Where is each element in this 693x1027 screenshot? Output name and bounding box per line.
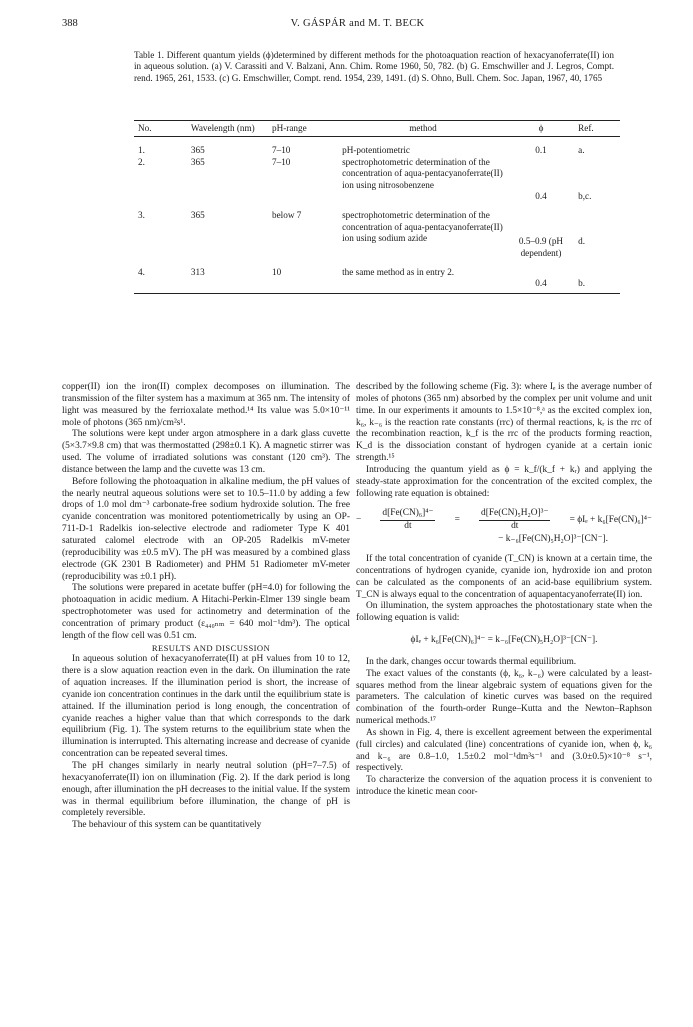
cell-ph: 7–10 [272,156,291,167]
col-header-phi: ϕ [508,121,574,137]
paragraph: The exact values of the constants (ϕ, k₆, k₋₆) were calculated by a least-squares method from the linear algebraic system of equations given for the parameters. The calculation of kinetic curves was based on the required combination of the fourth-order Runge–Kutta and the Newton–Raphson numerical methods.¹⁷ [356,668,652,727]
col-header-wavelength: Wavelength (nm) [187,121,268,137]
table-row [134,259,620,294]
running-header [62,18,653,32]
left-text-column [62,382,350,832]
equation-numerator: d[Fe(CN)₆]⁴⁻ [380,508,435,521]
right-text-column [356,382,652,799]
cell-no: 2. [138,156,145,167]
col-header-ph-range: pH-range [268,121,338,137]
cell-phi: 0.1 [535,145,547,156]
cell-method: spectrophotometric determination of the concentration of aqua-pentacyanoferrate(II) ion using sodium azide [342,210,503,244]
paragraph: To characterize the conversion of the aquation process it is convenient to introduce the kinetic mean coor- [356,775,652,798]
cell-wavelength: 365 [190,210,205,221]
col-header-ref: Ref. [574,121,620,137]
col-header-method: method [338,121,508,137]
paragraph: described by the following scheme (Fig. 3): where Iₑ is the average number of moles of photons (365 nm) absorbed by the complex per unit volume and unit time. In our experiments it amounts to 1.5×10⁻⁸,ᵃ as the excited complex ion, k₆, k₋₆ is the reaction rate constants (rrc) of thermal reactions, kᵣ is the rrc of the recombination reaction, k_f is the rrc of the products forming reaction, K_d is the dissociation constant of hydrogen cyanide at a certain ionic strength.¹⁵ [356,382,652,464]
rate-equation: − $\frac{\text{d[Fe(CN)₆]⁴⁻}}{dt}$ = $\frac{\text{d[Fe(CN)₅H₂O]³⁻}}{dt}$ = ϕIₑ + k₆[Fe(CN)₆]⁴⁻ − k₋₆[Fe(CN)₅H₂O]³⁻[CN⁻]. [356,508,652,545]
cell-phi: 0.4 [508,259,574,294]
quantum-yield-table [134,120,620,294]
paragraph: The solutions were prepared in acetate buffer (pH=4.0) for following the photoaquation in acidic medium. A Hitachi-Perkin-Elmer 139 single beam spectrophotometer was used for actinometry and determination of the concentration of primary product (ε₄₄₀ₙₘ = 640 mol⁻¹dm³). The optical length of the flow cell was 0.51 cm. [62,583,350,641]
equation-fraction [380,508,435,533]
table-header-row [134,121,620,137]
table-row [134,137,620,157]
page-number: 388 [62,18,78,29]
equation-rhs: = ϕIₑ + k₆[Fe(CN)₆]⁴⁻ [569,514,652,525]
cell-ph: below 7 [272,210,302,221]
cell-no: 1. [138,145,145,156]
table-row [134,157,620,202]
cell-ref: b,c. [578,190,592,201]
cell-phi: 0.5–0.9 (pH dependent) [518,236,564,258]
running-header-authors: V. GÁSPÁR and M. T. BECK [290,18,425,29]
equation-continuation: − k₋₆[Fe(CN)₅H₂O]³⁻[CN⁻]. [498,534,608,545]
table-row [134,202,620,259]
cell-ph: 7–10 [272,145,291,156]
paragraph: The solutions were kept under argon atmosphere in a dark glass cuvette (5×3.7×9.8 cm) that was thermostatted (298±0.1 K). A magnetic stirrer was used. The volume of irradiated solutions was constant (120 cm³). The distance between the lamp and the cuvette was 13 cm. [62,429,350,475]
cell-phi: 0.4 [535,190,547,201]
cell-method: the same method as in entry 2. [338,259,508,294]
cell-ph: 10 [268,259,338,294]
cell-wavelength: 313 [187,259,268,294]
paragraph: copper(II) ion the iron(II) complex decomposes on illumination. The transmission of the filter system has a maximum at 365 nm. The intensity of light was measured by the ferrioxalate method.¹⁴ Its value was 5.0×10⁻¹¹ mole of photons (365 nm)/cm²s¹. [62,382,350,428]
paragraph: On illumination, the system approaches the photostationary state when the following equation is valid: [356,601,652,624]
paragraph: In the dark, changes occur towards thermal equilibrium. [366,656,577,667]
paragraph: In aqueous solution of hexacyanoferrate(II) at pH values from 10 to 12, there is a slow aquation reaction even in the dark. On illumination the rate of aquation increases. If the illumination period is short, the increase of cyanide ion concentration continues in the dark until the equilibrium state is attained. If the illumination period is long enough, the concentration of cyanide reaches a higher value than that which corresponds to the dark equilibrium (Fig. 1). The system returns to the equilibrium state when the illumination is interrupted. This alternating increase and decrease of cyanide concentration can be repeated several times. [62,654,350,760]
cell-wavelength: 365 [190,156,205,167]
paragraph: The pH changes similarly in nearly neutral solution (pH=7–7.5) of hexacyanoferrate(II) ion on illumination (Fig. 2). If the dark period is long enough, after illumination the pH decreases to the initial value. If the system was in thermal equilibrium before illumination, the change of pH is completely reversible. [62,761,350,819]
equation-denominator: dt [511,521,519,532]
paragraph: Before following the photoaquation in alkaline medium, the pH values of the nearly neutral aqueous solutions were set to 10.5–11.0 by adding a few drops of 1.0 mol dm⁻³ carbonate-free sodium hydroxide solution. The free cyanide concentration was monitored potentiometrically by using an OP-711-D-1 Radelkis ion-selective electrode and radiometer Type K 401 saturated calomel electrode with an OP-205 Radelkis mV-meter (reproducibility was ±0.5 mV). The pH was measured by a combined glass electrode (GK 2301 B Radiometer) and PHM 51 Radiometer mV-meter (reproducibility was ±0.1 pH). [62,476,350,582]
cell-ref: d. [578,236,586,247]
cell-no: 4. [134,259,187,294]
cell-ref: b. [574,259,620,294]
col-header-no: No. [134,121,187,137]
section-heading: RESULTS AND DISCUSSION [151,642,271,653]
paragraph: Introducing the quantum yield as ϕ = k_f/(k_f + kᵣ) and applying the steady-state approximation for the concentration of the excited complex, the following rate equation is obtained: [356,464,652,499]
paragraph: As shown in Fig. 4, there is excellent agreement between the experimental (full circles) and calculated (line) concentrations of cyanide ion, when ϕ, k₆ and k₋₆ are 0.8–1.0, 1.5±0.2 mol⁻¹dm³s⁻¹ and (3.0±0.5)×10⁻⁸ s⁻¹, respectively. [356,727,652,774]
paragraph: If the total concentration of cyanide (T_CN) is known at a certain time, the concentrations of hydrogen cyanide, cyanide ion, hydroxide ion and proton can be calculated as the components of an acid-base equilibrium system. T_CN is always equal to the concentration of aquapentacyanoferrate(II) ion. [356,553,652,600]
equation-fraction [479,508,550,533]
cell-method: pH-potentiometric [342,145,410,156]
table-caption: Table 1. Different quantum yields (ϕ)determined by different methods for the photoaquation reaction of hexacyanoferrate(II) ion in aqueous solution. (a) V. Carassiti and V. Balzani, Ann. Chim. Rome 1960, 50, 782. (b) G. Emschwiller and J. Legros, Compt. rend. 1965, 261, 1533. (c) G. Emschwiller, Compt. rend. 1954, 239, 1491. (d) S. Ohno, Bull. Chem. Soc. Japan, 1967, 40, 1765 [134,50,614,83]
equation-denominator: dt [404,521,412,532]
cell-method: spectrophotometric determination of the concentration of aqua-pentacyanoferrate(II) ion using nitrosobenzene [342,156,503,190]
cell-no: 3. [138,210,145,221]
cell-ref: a. [578,145,585,156]
paragraph: The behaviour of this system can be quantitatively [72,820,262,831]
cell-wavelength: 365 [190,145,205,156]
equation-numerator: d[Fe(CN)₅H₂O]³⁻ [479,508,550,521]
photostationary-equation: ϕIₑ + k₆[Fe(CN)₆]⁴⁻ = k₋₆[Fe(CN)₅H₂O]³⁻[CN⁻]. [410,635,598,646]
